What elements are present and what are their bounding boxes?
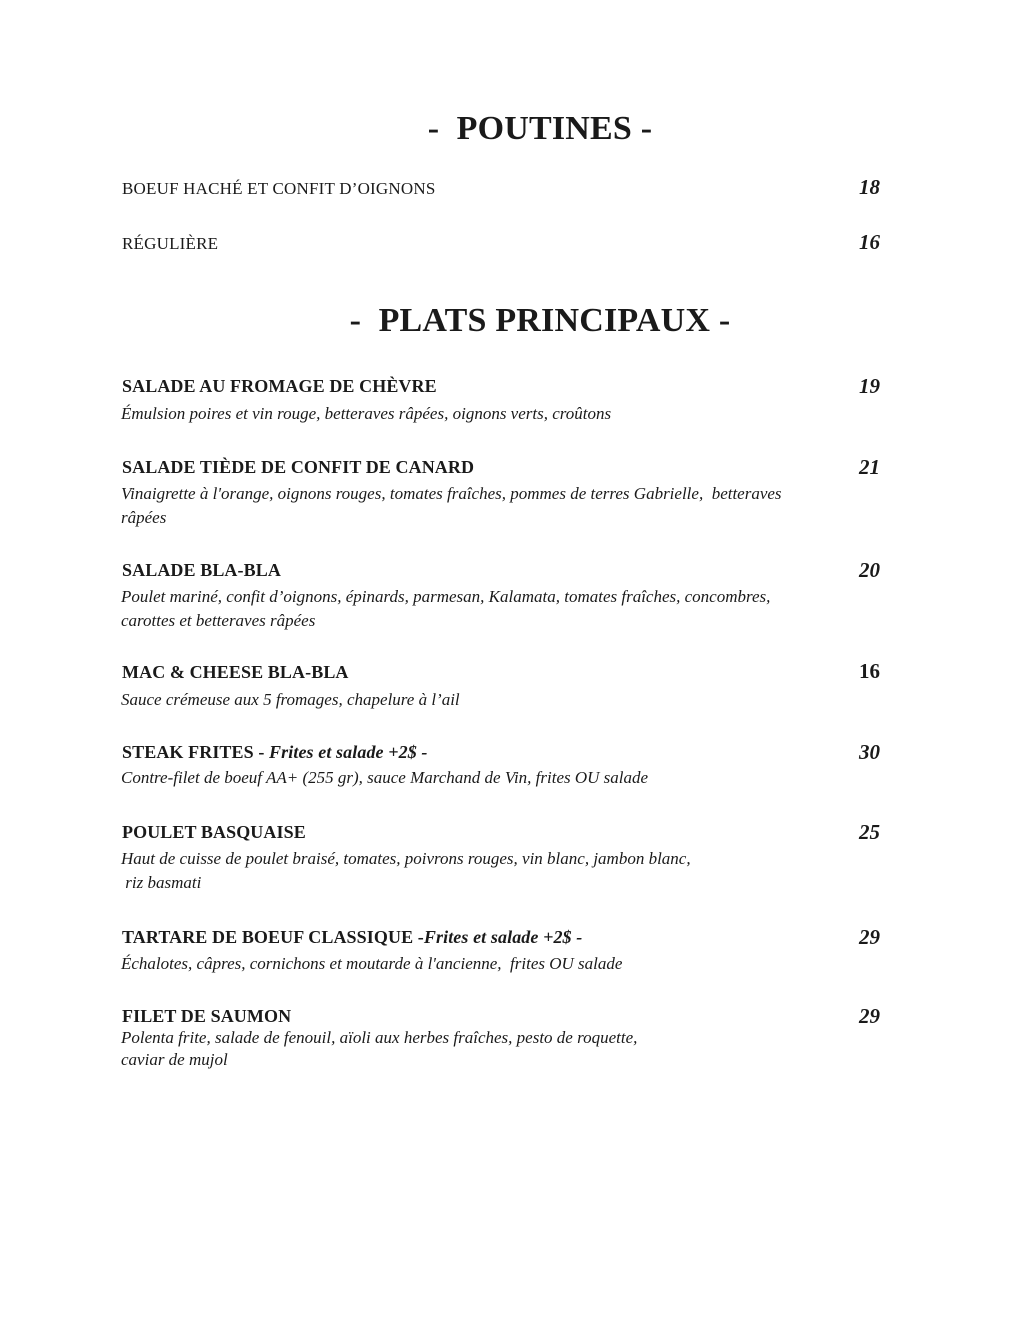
menu-item-note: Frites et salade +2$ -	[269, 742, 428, 762]
menu-item-name	[122, 927, 582, 948]
menu-item-description: Échalotes, câpres, cornichons et moutarde à l'ancienne, frites OU salade	[121, 954, 623, 973]
menu-item-title: SALADE BLA-BLA	[122, 560, 281, 580]
menu-item-price: 29	[859, 1004, 880, 1028]
menu-item-price: 19	[859, 374, 880, 398]
section-title-poutines: - POUTINES -	[427, 110, 653, 147]
menu-item-price: 30	[859, 740, 880, 764]
menu-item-title: TARTARE DE BOEUF CLASSIQUE -	[122, 927, 424, 947]
menu-item-name	[122, 457, 474, 478]
menu-item-description: Haut de cuisse de poulet braisé, tomates, poivrons rouges, vin blanc, jambon blanc, riz basmati	[121, 849, 691, 892]
menu-item-title: STEAK FRITES -	[122, 742, 270, 762]
menu-item-description: Contre-filet de boeuf AA+ (255 gr), sauce Marchand de Vin, frites OU salade	[121, 768, 649, 787]
menu-item-price: 25	[859, 820, 880, 844]
menu-item-description: Sauce crémeuse aux 5 fromages, chapelure à l’ail	[121, 690, 460, 709]
menu-item-name	[122, 376, 437, 397]
menu-item-description: Poulet mariné, confit d’oignons, épinards, parmesan, Kalamata, tomates fraîches, concombres, carottes et betteraves râpées	[121, 587, 771, 630]
menu-item-title: POULET BASQUAISE	[122, 822, 306, 842]
menu-item-title: SALADE TIÈDE DE CONFIT DE CANARD	[122, 457, 475, 477]
menu-item-price: 18	[859, 175, 880, 199]
menu-item-price: 20	[859, 558, 880, 582]
menu-item-title: FILET DE SAUMON	[122, 1006, 292, 1026]
section-title-plats-principaux: - PLATS PRINCIPAUX -	[349, 302, 731, 339]
menu-item-price: 29	[859, 925, 880, 949]
menu-item-name	[122, 1006, 291, 1027]
menu-item-name	[122, 742, 428, 763]
menu-item-title: SALADE AU FROMAGE DE CHÈVRE	[122, 376, 437, 396]
menu-item-title: MAC & CHEESE BLA-BLA	[122, 662, 349, 682]
menu-item-description: Émulsion poires et vin rouge, betteraves râpées, oignons verts, croûtons	[121, 404, 612, 423]
menu-item-description: Polenta frite, salade de fenouil, aïoli aux herbes fraîches, pesto de roquette, caviar de mujol	[121, 1028, 638, 1069]
menu-item-price: 16	[859, 659, 880, 683]
menu-item-name	[122, 822, 306, 843]
menu-item-note: Frites et salade +2$ -	[423, 927, 583, 947]
menu-item-name: RÉGULIÈRE	[122, 234, 219, 253]
menu-item-name	[122, 560, 281, 581]
menu-item-price: 16	[859, 230, 880, 254]
menu-item-description: Vinaigrette à l'orange, oignons rouges, tomates fraîches, pommes de terres Gabrielle, betteraves râpées	[121, 484, 782, 527]
menu-item-name	[122, 662, 349, 683]
menu-item-name: BOEUF HACHÉ ET CONFIT D’OIGNONS	[122, 179, 436, 198]
menu-item-price: 21	[859, 455, 880, 479]
